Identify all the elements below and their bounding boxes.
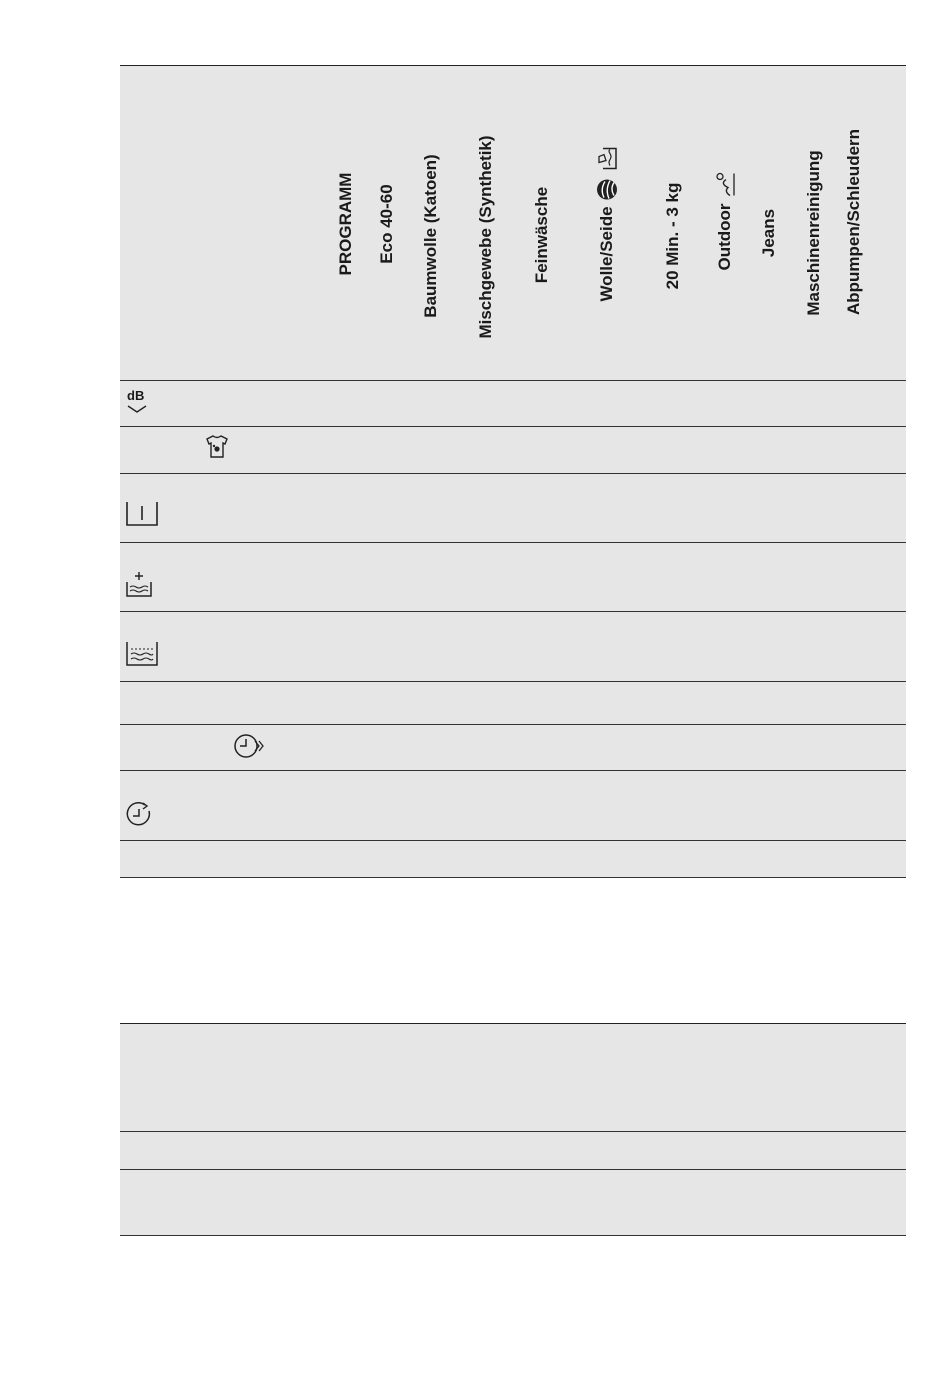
options-table bbox=[120, 65, 906, 878]
extra-rinse-tub-icon bbox=[125, 570, 153, 598]
outdoor-icon bbox=[714, 171, 736, 197]
handwash-icon bbox=[596, 146, 618, 170]
prewash-tub-icon bbox=[125, 500, 159, 528]
header-program-feinwaesche: Feinwäsche bbox=[532, 186, 551, 284]
header-program-abpumpen: Abpumpen/Schleudern bbox=[844, 128, 863, 316]
header-programm: PROGRAMM bbox=[336, 172, 355, 276]
delay-start-icon bbox=[125, 801, 155, 829]
header-program-baumwolle: Baumwolle (Katoen) bbox=[421, 154, 440, 318]
header-program-mischgewebe: Mischgewebe (Synthetik) bbox=[476, 135, 495, 339]
header-program-jeans: Jeans bbox=[759, 208, 778, 258]
wool-ball-icon bbox=[596, 176, 618, 200]
header-program-wolle-seide: Wolle/Seide bbox=[596, 146, 618, 301]
stain-shirt-icon bbox=[203, 434, 231, 460]
header-program-eco: Eco 40-60 bbox=[377, 184, 396, 264]
header-program-outdoor: Outdoor bbox=[714, 171, 736, 270]
soak-tub-icon bbox=[125, 640, 159, 668]
db-night-icon: dB bbox=[126, 388, 152, 416]
header-program-20min: 20 Min. - 3 kg bbox=[663, 182, 682, 290]
header-program-maschinenreinigung: Maschinenreinigung bbox=[804, 150, 823, 316]
notes-table bbox=[120, 1023, 906, 1236]
time-save-icon bbox=[233, 732, 267, 760]
